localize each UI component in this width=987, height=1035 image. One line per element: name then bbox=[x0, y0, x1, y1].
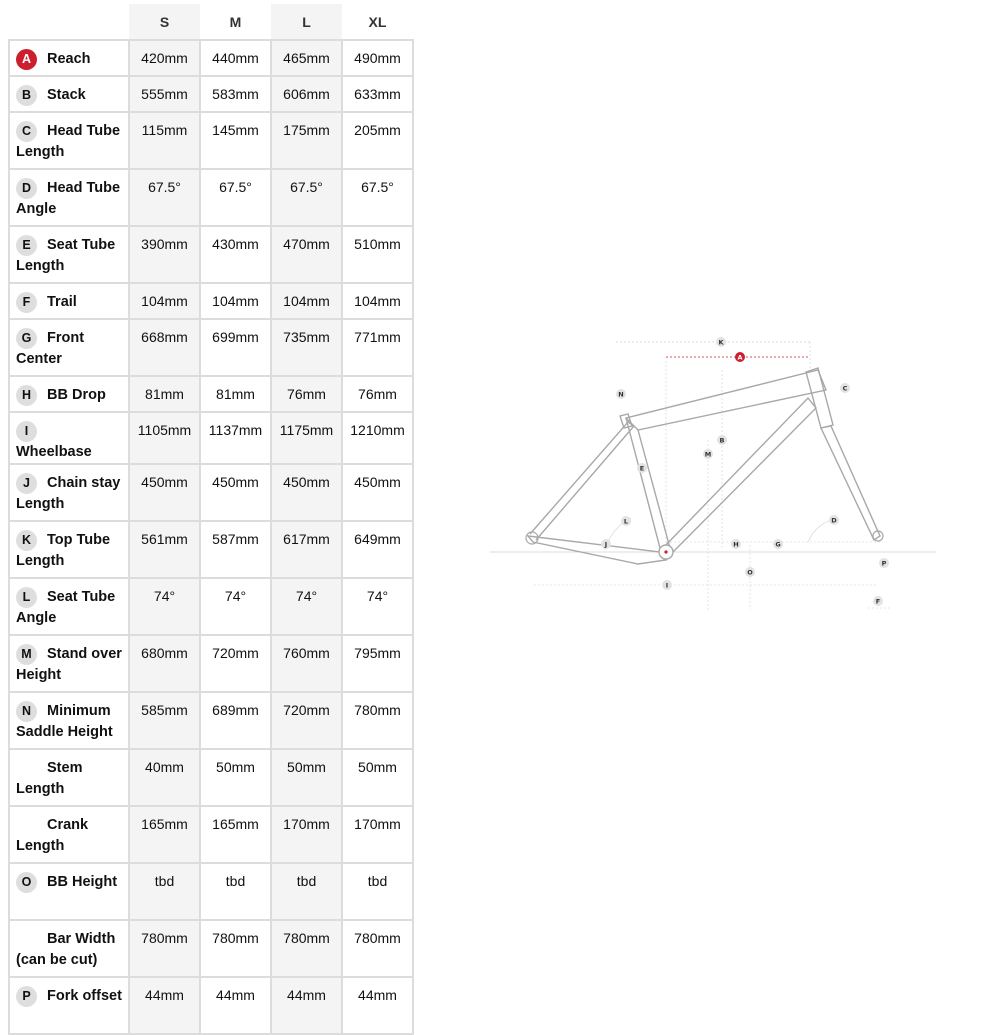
measurement-label-cell bbox=[9, 76, 129, 112]
measurement-value-xl: 450mm bbox=[342, 464, 413, 521]
geometry-row bbox=[9, 920, 413, 977]
measurement-value-xl: 50mm bbox=[342, 749, 413, 806]
diagram-marker-label-e: E bbox=[639, 464, 645, 473]
measurement-value-m: 587mm bbox=[200, 521, 271, 578]
measurement-value-xl: 795mm bbox=[342, 635, 413, 692]
measurement-value-s: 450mm bbox=[129, 464, 200, 521]
frame-outline bbox=[528, 368, 880, 564]
measurement-label-cell bbox=[9, 169, 129, 226]
geometry-table bbox=[8, 4, 414, 1035]
measurement-value-l: 780mm bbox=[271, 920, 342, 977]
measurement-value-l: 470mm bbox=[271, 226, 342, 283]
dimension-markers bbox=[601, 337, 889, 606]
geometry-row bbox=[9, 226, 413, 283]
measurement-letter-badge: F bbox=[16, 292, 37, 313]
measurement-label-cell bbox=[9, 112, 129, 169]
measurement-value-m: 74° bbox=[200, 578, 271, 635]
measurement-value-xl: 780mm bbox=[342, 692, 413, 749]
measurement-value-m: 780mm bbox=[200, 920, 271, 977]
measurement-value-l: 74° bbox=[271, 578, 342, 635]
measurement-label: Minimum Saddle Height bbox=[16, 703, 113, 740]
geometry-row bbox=[9, 319, 413, 376]
top-tube bbox=[626, 370, 826, 430]
diagram-marker-label-m: M bbox=[704, 450, 712, 459]
measurement-letter-badge: H bbox=[16, 385, 37, 406]
measurement-label: Bar Width (can be cut) bbox=[16, 931, 116, 968]
geometry-row bbox=[9, 112, 413, 169]
measurement-label-cell bbox=[9, 806, 129, 863]
measurement-value-l: 606mm bbox=[271, 76, 342, 112]
diagram-marker-label-o: O bbox=[747, 568, 753, 577]
measurement-value-s: 390mm bbox=[129, 226, 200, 283]
geometry-row bbox=[9, 863, 413, 920]
measurement-value-s: 420mm bbox=[129, 40, 200, 76]
geometry-row bbox=[9, 412, 413, 464]
measurement-label: Crank Length bbox=[16, 817, 89, 854]
measurement-value-m: 720mm bbox=[200, 635, 271, 692]
measurement-value-s: 1105mm bbox=[129, 412, 200, 464]
measurement-value-xl: 1210mm bbox=[342, 412, 413, 464]
measurement-value-m: 450mm bbox=[200, 464, 271, 521]
measurement-value-xl: 44mm bbox=[342, 977, 413, 1034]
head-tube bbox=[806, 368, 833, 428]
measurement-value-l: 67.5° bbox=[271, 169, 342, 226]
geometry-row bbox=[9, 40, 413, 76]
geometry-row bbox=[9, 464, 413, 521]
measurement-value-s: 81mm bbox=[129, 376, 200, 412]
measurement-value-m: 583mm bbox=[200, 76, 271, 112]
measurement-letter-badge: K bbox=[16, 530, 37, 551]
measurement-value-xl: 76mm bbox=[342, 376, 413, 412]
measurement-label-cell bbox=[9, 920, 129, 977]
measurement-value-xl: 104mm bbox=[342, 283, 413, 319]
bike-frame-diagram bbox=[488, 330, 938, 615]
geometry-row bbox=[9, 76, 413, 112]
measurement-value-s: 555mm bbox=[129, 76, 200, 112]
measurement-value-m: 81mm bbox=[200, 376, 271, 412]
measurement-label: Reach bbox=[47, 51, 91, 67]
diagram-marker-label-l: L bbox=[623, 517, 629, 526]
measurement-value-xl: 771mm bbox=[342, 319, 413, 376]
measurement-letter-badge bbox=[16, 815, 37, 836]
measurement-label-cell bbox=[9, 283, 129, 319]
measurement-letter-badge: D bbox=[16, 178, 37, 199]
measurement-label-cell bbox=[9, 863, 129, 920]
measurement-value-l: 617mm bbox=[271, 521, 342, 578]
measurement-value-l: 1175mm bbox=[271, 412, 342, 464]
measurement-value-l: 465mm bbox=[271, 40, 342, 76]
measurement-letter-badge bbox=[16, 929, 37, 950]
diagram-marker-label-g: G bbox=[775, 540, 781, 549]
diagram-marker-label-n: N bbox=[618, 390, 624, 399]
measurement-value-s: 680mm bbox=[129, 635, 200, 692]
geometry-row bbox=[9, 749, 413, 806]
diagram-marker-label-i: I bbox=[665, 581, 669, 590]
measurement-label-cell bbox=[9, 464, 129, 521]
measurement-label: Top Tube Length bbox=[16, 532, 111, 569]
geometry-row bbox=[9, 283, 413, 319]
measurement-value-s: 74° bbox=[129, 578, 200, 635]
measurement-label: Seat Tube Angle bbox=[16, 589, 116, 626]
measurement-value-l: 175mm bbox=[271, 112, 342, 169]
measurement-value-xl: 780mm bbox=[342, 920, 413, 977]
size-header-row bbox=[9, 4, 413, 40]
measurement-value-s: 165mm bbox=[129, 806, 200, 863]
measurement-value-s: 585mm bbox=[129, 692, 200, 749]
seat-post-clamp bbox=[620, 414, 632, 428]
measurement-value-s: 780mm bbox=[129, 920, 200, 977]
measurement-label: Seat Tube Length bbox=[16, 237, 116, 274]
measurement-value-m: 689mm bbox=[200, 692, 271, 749]
measurement-value-l: 170mm bbox=[271, 806, 342, 863]
geometry-row bbox=[9, 692, 413, 749]
geometry-row bbox=[9, 977, 413, 1034]
measurement-letter-badge: P bbox=[16, 986, 37, 1007]
measurement-value-m: 145mm bbox=[200, 112, 271, 169]
measurement-label-cell bbox=[9, 521, 129, 578]
measurement-value-s: 67.5° bbox=[129, 169, 200, 226]
chain-stay bbox=[528, 536, 666, 564]
seat-stay bbox=[530, 422, 634, 540]
measurement-label-cell bbox=[9, 319, 129, 376]
measurement-value-l: tbd bbox=[271, 863, 342, 920]
measurement-value-m: 44mm bbox=[200, 977, 271, 1034]
measurement-value-m: 50mm bbox=[200, 749, 271, 806]
measurement-label-cell bbox=[9, 578, 129, 635]
measurement-label-cell bbox=[9, 40, 129, 76]
diagram-marker-label-h: H bbox=[733, 540, 739, 549]
measurement-value-s: 40mm bbox=[129, 749, 200, 806]
measurement-letter-badge: N bbox=[16, 701, 37, 722]
measurement-label-cell bbox=[9, 226, 129, 283]
measurement-value-xl: 67.5° bbox=[342, 169, 413, 226]
seat-tube bbox=[623, 418, 670, 548]
measurement-label: Head Tube Length bbox=[16, 123, 121, 160]
measurement-letter-badge: G bbox=[16, 328, 37, 349]
measurement-value-s: 561mm bbox=[129, 521, 200, 578]
measurement-value-m: 430mm bbox=[200, 226, 271, 283]
measurement-value-m: 440mm bbox=[200, 40, 271, 76]
measurement-value-xl: 510mm bbox=[342, 226, 413, 283]
measurement-value-xl: 633mm bbox=[342, 76, 413, 112]
measurement-value-xl: 490mm bbox=[342, 40, 413, 76]
size-header-m: M bbox=[200, 4, 271, 40]
measurement-letter-badge: M bbox=[16, 644, 37, 665]
measurement-label-cell bbox=[9, 749, 129, 806]
measurement-letter-badge: A bbox=[16, 49, 37, 70]
measurement-label: BB Drop bbox=[47, 387, 106, 403]
geometry-row bbox=[9, 578, 413, 635]
geometry-row bbox=[9, 635, 413, 692]
measurement-letter-badge: L bbox=[16, 587, 37, 608]
measurement-letter-badge: B bbox=[16, 85, 37, 106]
measurement-label: Chain stay Length bbox=[16, 475, 121, 512]
measurement-label-cell bbox=[9, 977, 129, 1034]
measurement-letter-badge: O bbox=[16, 872, 37, 893]
diagram-marker-label-a: A bbox=[737, 353, 743, 362]
measurement-value-m: 699mm bbox=[200, 319, 271, 376]
size-header-l: L bbox=[271, 4, 342, 40]
measurement-label: Stack bbox=[47, 87, 86, 103]
measurement-label: Stand over Height bbox=[16, 646, 122, 683]
rear-dropout bbox=[526, 532, 538, 544]
measurement-value-l: 104mm bbox=[271, 283, 342, 319]
measurement-value-l: 50mm bbox=[271, 749, 342, 806]
geometry-row bbox=[9, 521, 413, 578]
measurement-value-m: 1137mm bbox=[200, 412, 271, 464]
measurement-letter-badge: E bbox=[16, 235, 37, 256]
measurement-value-m: 165mm bbox=[200, 806, 271, 863]
measurement-value-l: 450mm bbox=[271, 464, 342, 521]
diagram-marker-label-k: K bbox=[718, 338, 724, 347]
measurement-letter-badge bbox=[16, 758, 37, 779]
measurement-value-m: tbd bbox=[200, 863, 271, 920]
bottom-bracket-center bbox=[664, 550, 667, 553]
down-tube bbox=[663, 398, 816, 552]
diagram-marker-label-p: P bbox=[881, 559, 887, 568]
measurement-label: Fork offset bbox=[47, 988, 122, 1004]
geometry-row bbox=[9, 169, 413, 226]
measurement-value-s: 668mm bbox=[129, 319, 200, 376]
measurement-letter-badge: C bbox=[16, 121, 37, 142]
measurement-value-s: 44mm bbox=[129, 977, 200, 1034]
measurement-value-m: 67.5° bbox=[200, 169, 271, 226]
measurement-value-xl: 649mm bbox=[342, 521, 413, 578]
measurement-label-cell bbox=[9, 412, 129, 464]
measurement-value-l: 735mm bbox=[271, 319, 342, 376]
measurement-label-cell bbox=[9, 692, 129, 749]
diagram-marker-label-c: C bbox=[842, 384, 848, 393]
measurement-value-s: 104mm bbox=[129, 283, 200, 319]
measurement-value-xl: 74° bbox=[342, 578, 413, 635]
diagram-marker-label-b: B bbox=[719, 436, 725, 445]
measurement-value-l: 720mm bbox=[271, 692, 342, 749]
measurement-letter-badge: J bbox=[16, 473, 37, 494]
size-header-xl: XL bbox=[342, 4, 413, 40]
measurement-value-xl: tbd bbox=[342, 863, 413, 920]
measurement-label: Front Center bbox=[16, 330, 85, 367]
measurement-value-xl: 205mm bbox=[342, 112, 413, 169]
measurement-label: Head Tube Angle bbox=[16, 180, 121, 217]
measurement-label: BB Height bbox=[47, 874, 118, 890]
measurement-label: Trail bbox=[47, 294, 77, 310]
diagram-marker-label-f: F bbox=[875, 597, 881, 606]
measurement-value-l: 44mm bbox=[271, 977, 342, 1034]
geometry-row bbox=[9, 376, 413, 412]
measurement-value-m: 104mm bbox=[200, 283, 271, 319]
diagram-marker-label-j: J bbox=[604, 540, 608, 549]
measurement-label: Wheelbase bbox=[16, 444, 92, 460]
diagram-marker-label-d: D bbox=[831, 516, 837, 525]
measurement-label: Stem Length bbox=[16, 760, 83, 797]
measurement-value-s: tbd bbox=[129, 863, 200, 920]
measurement-value-s: 115mm bbox=[129, 112, 200, 169]
measurement-letter-badge: I bbox=[16, 421, 37, 442]
measurement-value-l: 76mm bbox=[271, 376, 342, 412]
fork bbox=[821, 426, 880, 540]
header-corner bbox=[9, 4, 129, 40]
measurement-label-cell bbox=[9, 635, 129, 692]
measurement-label-cell bbox=[9, 376, 129, 412]
geometry-row bbox=[9, 806, 413, 863]
size-header-s: S bbox=[129, 4, 200, 40]
measurement-value-l: 760mm bbox=[271, 635, 342, 692]
measurement-value-xl: 170mm bbox=[342, 806, 413, 863]
